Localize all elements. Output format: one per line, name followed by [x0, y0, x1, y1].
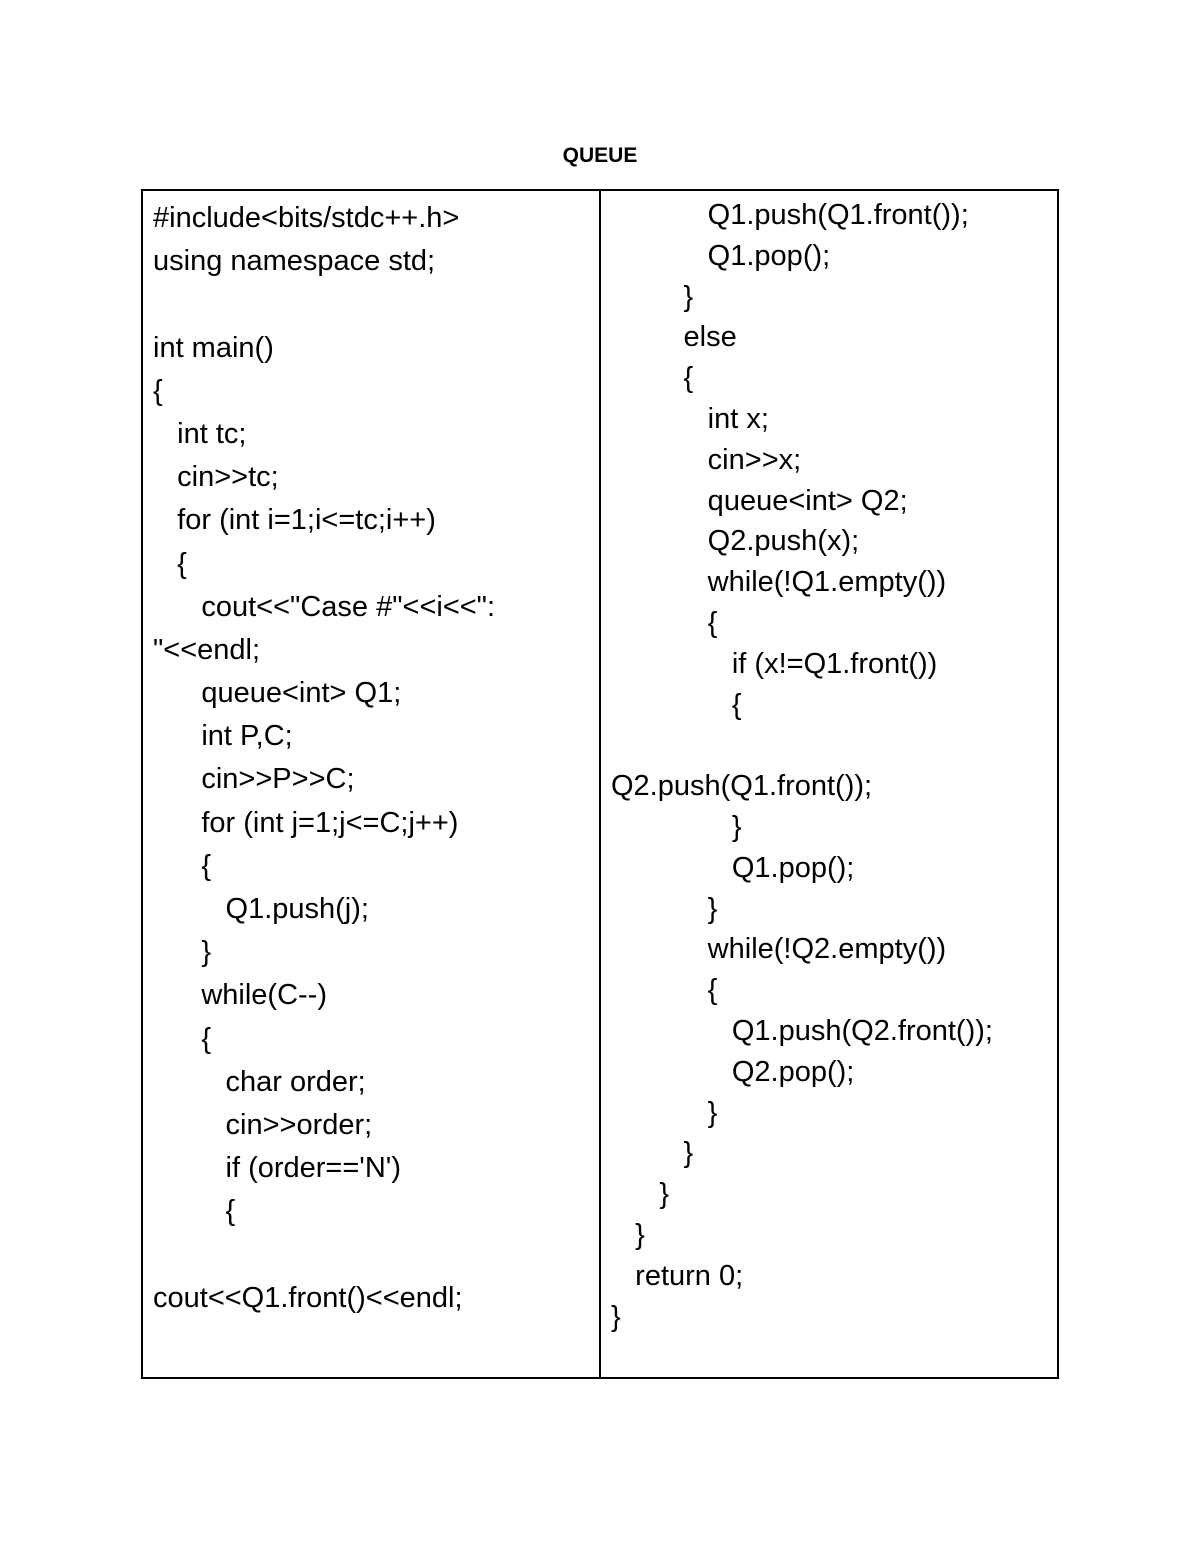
code-line: }	[611, 1178, 670, 1211]
code-line: int tc;	[153, 417, 247, 450]
code-line: }	[611, 1096, 718, 1129]
code-line: }	[611, 810, 742, 843]
code-line: Q1.push(j);	[153, 893, 369, 925]
code-line: Q1.pop();	[611, 239, 831, 272]
code-line: }	[611, 892, 718, 925]
code-column-right	[601, 191, 1057, 1377]
code-line: for (int i=1;i<=tc;i++)	[153, 504, 436, 537]
code-line: int main()	[153, 331, 274, 364]
code-line: if (order=='N')	[153, 1152, 401, 1185]
code-line: {	[611, 606, 718, 639]
code-line: cin>>P>>C;	[153, 763, 355, 796]
code-line: Q1.push(Q1.front());	[611, 199, 969, 231]
code-line	[611, 725, 1053, 766]
code-line: int P,C;	[153, 720, 293, 753]
code-line: queue<int> Q2;	[611, 484, 908, 517]
code-line: cin>>order;	[153, 1108, 373, 1141]
page-title: QUEUE	[562, 144, 638, 167]
code-line: {	[153, 1195, 236, 1228]
code-line: cin>>x;	[611, 443, 802, 476]
code-line: {	[153, 374, 163, 407]
code-line: cout<<Q1.front()<<endl;	[153, 1281, 463, 1314]
code-line: Q2.pop();	[611, 1055, 855, 1088]
code-line: Q2.push(Q1.front());	[611, 770, 873, 803]
code-line: {	[611, 688, 742, 721]
code-line: for (int j=1;j<=C;j++)	[153, 806, 459, 839]
code-column-left	[143, 191, 601, 1377]
code-line: char order;	[153, 1065, 366, 1098]
code-line: #include<bits/stdc++.h>	[153, 202, 460, 234]
code-line: Q1.pop();	[611, 851, 855, 884]
code-line: "<<endl;	[153, 633, 261, 666]
code-line	[153, 283, 595, 326]
code-line: else	[611, 321, 737, 354]
code-line: {	[153, 1022, 212, 1055]
code-line: while(!Q2.empty())	[611, 933, 947, 966]
code-line: }	[611, 1218, 645, 1251]
code-line: queue<int> Q1;	[153, 677, 402, 710]
code-line: return 0;	[611, 1259, 744, 1292]
code-line: {	[153, 849, 212, 882]
code-line: Q2.push(x);	[611, 525, 860, 558]
code-line: while(C--)	[153, 979, 327, 1012]
code-line: }	[611, 280, 694, 313]
code-line: int x;	[611, 402, 769, 435]
code-line	[153, 1234, 595, 1277]
code-line: }	[611, 1300, 621, 1333]
code-line: }	[153, 936, 212, 969]
code-line: {	[153, 547, 187, 580]
code-line: if (x!=Q1.front())	[611, 647, 938, 680]
code-line: {	[611, 362, 694, 395]
code-line: Q1.push(Q2.front());	[611, 1014, 993, 1047]
code-line: using namespace std;	[153, 245, 436, 278]
code-line: {	[611, 974, 718, 1007]
code-table	[141, 189, 1059, 1379]
code-line: }	[611, 1137, 694, 1170]
code-line: cout<<"Case #"<<i<<":	[153, 590, 496, 623]
code-line: cin>>tc;	[153, 461, 279, 494]
code-line: while(!Q1.empty())	[611, 566, 947, 599]
